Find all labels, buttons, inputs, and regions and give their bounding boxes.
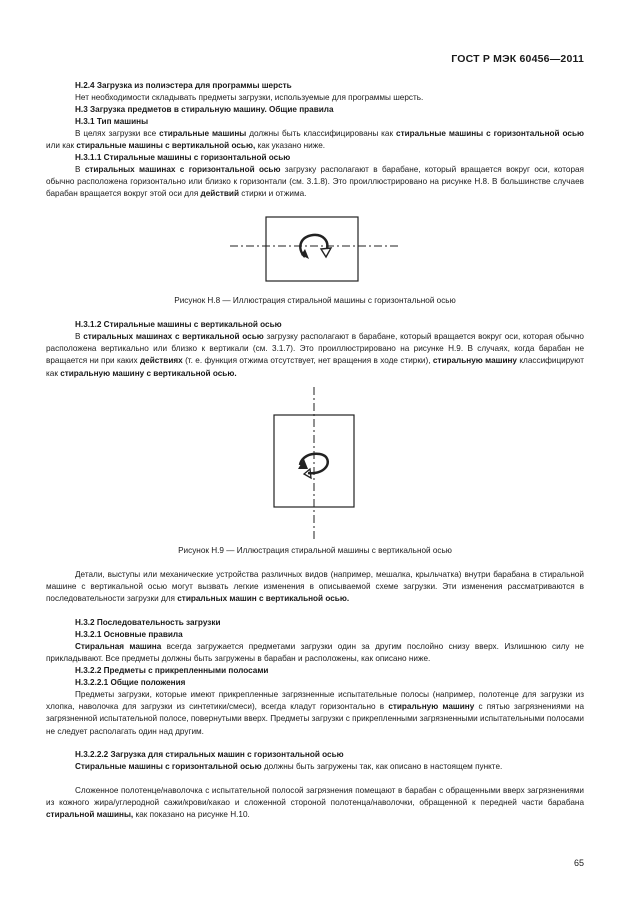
paragraph-h-3-1-2: В стиральных машинах с вертикальной осью загрузку располагают в барабане, который вращается вокруг оси, которая обычно расположена вертикально или близко к вертикали (см. 3.1.7). Это проиллюстрировано на рисунке Н.9. В случаях, когда барабан не вращается ни при каких действиях (т. е. функция отжима отсутствует, нет вращения в ходе стирки), стиральную машину классифицируют как стиральную машину с вертикальной осью. [46, 332, 584, 378]
heading-h-3-2-1: Н.3.2.1 Основные правила [75, 630, 183, 639]
paragraph-details: Детали, выступы или механические устройства различных видов (например, мешалка, крыльчатка) внутри барабана в стиральной машине с вертикальной осью могут вызвать легкие изменения в описываемой схеме загрузки. Эти изменения рассматриваются в последовательности загрузки для стиральных машин с вертикальной осью. [46, 570, 584, 604]
figure-h8-caption: Рисунок Н.8 — Иллюстрация стиральной машины с горизонтальной осью [174, 296, 456, 305]
heading-h-3: Н.3 Загрузка предметов в стиральную машину. Общие правила [75, 105, 334, 114]
figure-horizontal-axis [225, 215, 405, 285]
heading-h-3-1-2: Н.3.1.2 Стиральные машины с вертикальной осью [75, 320, 282, 329]
page-number: 65 [573, 858, 584, 868]
paragraph-h-3-2-2-1: Предметы загрузки, которые имеют прикрепленные загрязненные испытательные полосы (например, полотенце для загрузки из хлопка, наволочка для загрузки из синтетики/смеси), всегда кладут горизонтально в стиральную машину с пятью загрязнениями на загрязненной испытательной полосе, повернутыми вверх. Предметы загрузки с прикрепленными загрязненными испытательными полосами не следует располагать один над другим. [46, 690, 584, 736]
heading-h-3-2: Н.3.2 Последовательность загрузки [75, 618, 221, 627]
figure-vertical-axis [270, 385, 360, 545]
heading-h-3-2-2: Н.3.2.2 Предметы с прикрепленными полосами [75, 666, 269, 675]
figure-h9-caption: Рисунок Н.9 — Иллюстрация стиральной машины с вертикальной осью [178, 546, 452, 555]
drum-frame [274, 415, 354, 507]
heading-h-3-1-1: Н.3.1.1 Стиральные машины с горизонтальной осью [75, 153, 291, 162]
paragraph-h-2-4: Нет необходимости складывать предметы загрузки, используемые для программы шерсть. [75, 93, 424, 102]
paragraph-h-3-2-1: Стиральная машина всегда загружается предметами загрузки один за другим послойно снизу вверх. Излишнюю силу не прикладывают. Все предметы должны быть загружены в барабан и расположены, как описано ниже. [46, 642, 584, 664]
heading-h-3-2-2-1: Н.3.2.2.1 Общие положения [75, 678, 186, 687]
heading-h-3-2-2-2: Н.3.2.2.2 Загрузка для стиральных машин с горизонтальной осью [75, 750, 344, 759]
document-code: ГОСТ Р МЭК 60456—2011 [451, 53, 584, 65]
heading-h-3-1: Н.3.1 Тип машины [75, 117, 149, 126]
paragraph-h-3-2-2-2: Стиральные машины с горизонтальной осью должны быть загружены так, как описано в настоящем пункте. [75, 762, 503, 771]
paragraph-towel: Сложенное полотенце/наволочка с испытательной полосой загрязнения помещают в барабан с обращенными вверх загрязнениями из кожного жира/углеродной сажи/крови/какао и сложенной стороной полотенца/наволочки, обращенной к передней части барабана стиральной машины, как показано на рисунке Н.10. [46, 786, 584, 820]
paragraph-h-3-1-1: В стиральных машинах с горизонтальной осью загрузку располагают в барабане, который вращается вокруг оси, которая обычно расположена горизонтально или близко к горизонтали (см. 3.1.8). Это проиллюстрировано на рисунке Н.8. В большинстве случаев барабан вращается вокруг этой оси для действий стирки и отжима. [46, 165, 584, 199]
drum-frame [266, 217, 358, 281]
paragraph-h-3-1: В целях загрузки все стиральные машины должны быть классифицированы как стиральные машины с горизонтальной осью или как стиральные машины с вертикальной осью, как указано ниже. [46, 129, 584, 151]
heading-h-2-4: Н.2.4 Загрузка из полиэстера для программы шерсть [75, 81, 292, 90]
